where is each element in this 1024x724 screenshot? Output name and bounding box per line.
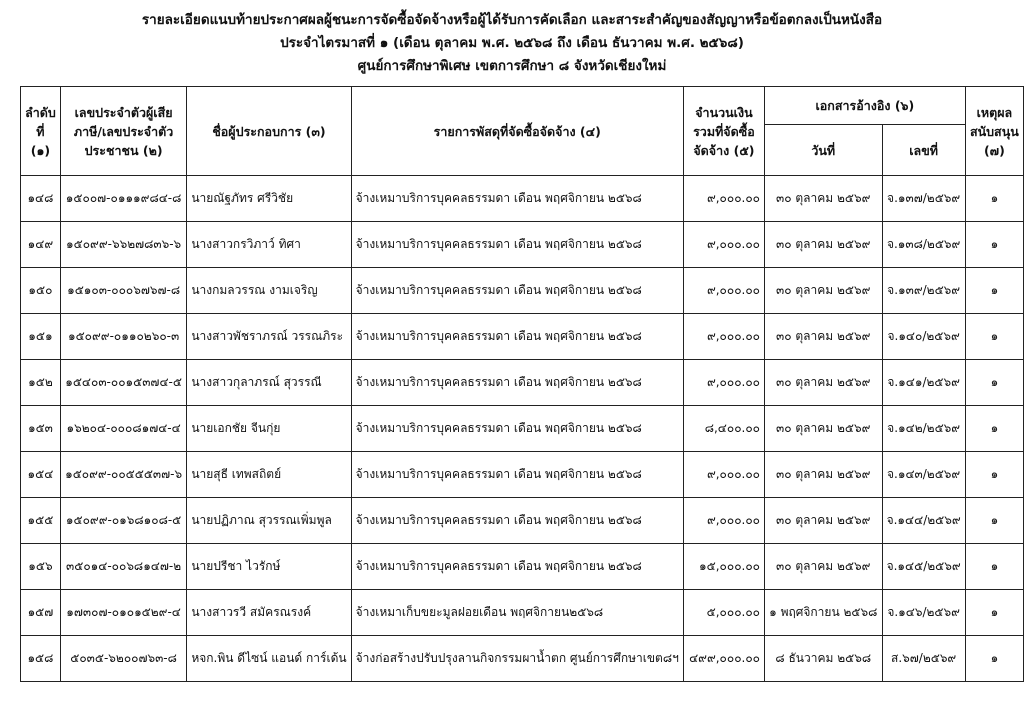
cell-taxid: ๑๕๔๐๓-๐๐๑๕๓๗๔-๕	[60, 360, 186, 406]
cell-amount: ๙,๐๐๐.๐๐	[683, 268, 764, 314]
col-header-item: รายการพัสดุที่จัดซื้อจัดจ้าง (๔)	[351, 87, 683, 176]
cell-reason: ๑	[965, 590, 1023, 636]
cell-item: จ้างเหมาบริการบุคคลธรรมดา เดือน พฤศจิกายน ๒๕๖๘	[351, 314, 683, 360]
cell-amount: ๙,๐๐๐.๐๐	[683, 498, 764, 544]
cell-taxid: ๑๕๐๙๙-๐๐๕๕๕๓๗-๖	[60, 452, 186, 498]
cell-item: จ้างเหมาเก็บขยะมูลฝอยเดือน พฤศจิกายน๒๕๖๘	[351, 590, 683, 636]
cell-reason: ๑	[965, 222, 1023, 268]
cell-amount: ๙,๐๐๐.๐๐	[683, 176, 764, 222]
cell-no: ๑๔๘	[21, 176, 61, 222]
cell-amount: ๙,๐๐๐.๐๐	[683, 222, 764, 268]
cell-no: ๑๕๗	[21, 590, 61, 636]
cell-number: จ.๑๔๑/๒๕๖๙	[882, 360, 965, 406]
cell-date: ๓๐ ตุลาคม ๒๕๖๙	[765, 314, 883, 360]
table-row	[21, 176, 1024, 222]
col-header-vendor: ชื่อผู้ประกอบการ (๓)	[187, 87, 351, 176]
cell-item: จ้างก่อสร้างปรับปรุงลานกิจกรรมผาน้ำตก ศูนย์การศึกษาเขต๘ฯ	[351, 636, 683, 682]
cell-reason: ๑	[965, 314, 1023, 360]
cell-date: ๓๐ ตุลาคม ๒๕๖๙	[765, 452, 883, 498]
cell-date: ๘ ธันวาคม ๒๕๖๘	[765, 636, 883, 682]
cell-vendor: นางสาวกุลาภรณ์ สุวรรณี	[187, 360, 351, 406]
cell-amount: ๔๙๙,๐๐๐.๐๐	[683, 636, 764, 682]
cell-no: ๑๔๙	[21, 222, 61, 268]
cell-no: ๑๕๖	[21, 544, 61, 590]
cell-reason: ๑	[965, 636, 1023, 682]
cell-amount: ๑๕,๐๐๐.๐๐	[683, 544, 764, 590]
cell-amount: ๙,๐๐๐.๐๐	[683, 360, 764, 406]
table-row	[21, 406, 1024, 452]
cell-taxid: ๑๗๓๐๗-๐๑๐๑๕๒๙-๔	[60, 590, 186, 636]
procurement-table	[20, 86, 1024, 682]
cell-number: จ.๑๔๐/๒๕๖๙	[882, 314, 965, 360]
cell-vendor: นายณัฐภัทร ศรีวิชัย	[187, 176, 351, 222]
cell-number: จ.๑๔๔/๒๕๖๙	[882, 498, 965, 544]
col-header-taxid: เลขประจำตัวผู้เสียภาษี/เลขประจำตัวประชาชน (๒)	[60, 87, 186, 176]
cell-taxid: ๑๕๐๙๙-๖๖๒๗๘๓๖-๖	[60, 222, 186, 268]
cell-number: จ.๑๓๙/๒๕๖๙	[882, 268, 965, 314]
cell-date: ๓๐ ตุลาคม ๒๕๖๙	[765, 176, 883, 222]
cell-item: จ้างเหมาบริการบุคคลธรรมดา เดือน พฤศจิกายน ๒๕๖๘	[351, 360, 683, 406]
cell-no: ๑๕๒	[21, 360, 61, 406]
cell-item: จ้างเหมาบริการบุคคลธรรมดา เดือน พฤศจิกายน ๒๕๖๘	[351, 222, 683, 268]
cell-taxid: ๑๕๐๐๗-๐๑๑๑๙๘๔-๘	[60, 176, 186, 222]
cell-taxid: ๕๐๓๕-๖๒๐๐๗๖๓-๘	[60, 636, 186, 682]
cell-number: จ.๑๔๒/๒๕๖๙	[882, 406, 965, 452]
cell-vendor: หจก.พิน ดีไซน์ แอนด์ การ์เด้น	[187, 636, 351, 682]
cell-item: จ้างเหมาบริการบุคคลธรรมดา เดือน พฤศจิกายน ๒๕๖๘	[351, 406, 683, 452]
cell-number: จ.๑๔๖/๒๕๖๙	[882, 590, 965, 636]
cell-vendor: นางกมลวรรณ งามเจริญ	[187, 268, 351, 314]
cell-no: ๑๕๘	[21, 636, 61, 682]
cell-amount: ๙,๐๐๐.๐๐	[683, 314, 764, 360]
table-row	[21, 268, 1024, 314]
cell-number: จ.๑๓๗/๒๕๖๙	[882, 176, 965, 222]
cell-no: ๑๕๔	[21, 452, 61, 498]
cell-item: จ้างเหมาบริการบุคคลธรรมดา เดือน พฤศจิกายน ๒๕๖๘	[351, 498, 683, 544]
cell-date: ๓๐ ตุลาคม ๒๕๖๙	[765, 268, 883, 314]
cell-no: ๑๕๕	[21, 498, 61, 544]
document-title: รายละเอียดแนบท้ายประกาศผลผู้ชนะการจัดซื้อจัดจ้างหรือผู้ได้รับการคัดเลือก และสาระสำคัญของสัญญาหรือข้อตกลงเป็นหนังสือ	[141, 12, 883, 28]
cell-date: ๑ พฤศจิกายน ๒๕๖๘	[765, 590, 883, 636]
cell-reason: ๑	[965, 498, 1023, 544]
table-row	[21, 222, 1024, 268]
cell-reason: ๑	[965, 360, 1023, 406]
cell-vendor: นายปรีชา ไวรักษ์	[187, 544, 351, 590]
cell-item: จ้างเหมาบริการบุคคลธรรมดา เดือน พฤศจิกายน ๒๕๖๘	[351, 268, 683, 314]
cell-no: ๑๕๓	[21, 406, 61, 452]
col-header-ref: เอกสารอ้างอิง (๖)	[765, 87, 966, 125]
cell-reason: ๑	[965, 176, 1023, 222]
cell-taxid: ๑๕๐๙๙-๐๑๖๘๑๐๘-๕	[60, 498, 186, 544]
cell-item: จ้างเหมาบริการบุคคลธรรมดา เดือน พฤศจิกายน ๒๕๖๘	[351, 452, 683, 498]
cell-no: ๑๕๐	[21, 268, 61, 314]
cell-reason: ๑	[965, 544, 1023, 590]
cell-date: ๓๐ ตุลาคม ๒๕๖๙	[765, 498, 883, 544]
cell-number: จ.๑๓๘/๒๕๖๙	[882, 222, 965, 268]
cell-no: ๑๕๑	[21, 314, 61, 360]
cell-taxid: ๑๕๑๐๓-๐๐๐๖๗๖๗-๘	[60, 268, 186, 314]
cell-item: จ้างเหมาบริการบุคคลธรรมดา เดือน พฤศจิกายน ๒๕๖๘	[351, 176, 683, 222]
cell-item: จ้างเหมาบริการบุคคลธรรมดา เดือน พฤศจิกายน ๒๕๖๘	[351, 544, 683, 590]
cell-date: ๓๐ ตุลาคม ๒๕๖๙	[765, 406, 883, 452]
col-header-reason: เหตุผลสนับสนุน (๗)	[965, 87, 1023, 176]
cell-vendor: นายปฏิภาณ สุวรรณเพิ่มพูล	[187, 498, 351, 544]
col-header-no: ลำดับที่ (๑)	[21, 87, 61, 176]
cell-reason: ๑	[965, 452, 1023, 498]
col-header-number: เลขที่	[882, 125, 965, 176]
table-row	[21, 590, 1024, 636]
cell-taxid: ๓๕๐๑๔-๐๐๖๘๑๔๗-๒	[60, 544, 186, 590]
cell-taxid: ๑๖๒๐๔-๐๐๐๘๑๗๔-๔	[60, 406, 186, 452]
agency-subtitle: ศูนย์การศึกษาพิเศษ เขตการศึกษา ๘ จังหวัดเชียงใหม่	[357, 58, 667, 74]
cell-number: ส.๖๗/๒๕๖๙	[882, 636, 965, 682]
cell-date: ๓๐ ตุลาคม ๒๕๖๙	[765, 360, 883, 406]
cell-amount: ๘,๔๐๐.๐๐	[683, 406, 764, 452]
table-body	[21, 176, 1024, 682]
cell-vendor: นายเอกชัย จีนกุ่ย	[187, 406, 351, 452]
cell-reason: ๑	[965, 268, 1023, 314]
table-row	[21, 314, 1024, 360]
cell-amount: ๕,๐๐๐.๐๐	[683, 590, 764, 636]
cell-taxid: ๑๕๐๙๙-๐๑๑๐๒๖๐-๓	[60, 314, 186, 360]
cell-vendor: นางสาวพัชราภรณ์ วรรณภิระ	[187, 314, 351, 360]
cell-vendor: นางสาวรวี สมัครณรงค์	[187, 590, 351, 636]
table-row	[21, 544, 1024, 590]
col-header-amount: จำนวนเงินรวมที่จัดซื้อจัดจ้าง (๕)	[683, 87, 764, 176]
table-row	[21, 360, 1024, 406]
cell-date: ๓๐ ตุลาคม ๒๕๖๙	[765, 222, 883, 268]
cell-amount: ๙,๐๐๐.๐๐	[683, 452, 764, 498]
cell-number: จ.๑๔๕/๒๕๖๙	[882, 544, 965, 590]
cell-number: จ.๑๔๓/๒๕๖๙	[882, 452, 965, 498]
cell-date: ๓๐ ตุลาคม ๒๕๖๙	[765, 544, 883, 590]
table-row	[21, 636, 1024, 682]
table-row	[21, 452, 1024, 498]
cell-reason: ๑	[965, 406, 1023, 452]
cell-vendor: นายสุธี เทพสถิตย์	[187, 452, 351, 498]
quarter-subtitle: ประจำไตรมาสที่ ๑ (เดือน ตุลาคม พ.ศ. ๒๕๖๘ ถึง เดือน ธันวาคม พ.ศ. ๒๕๖๘)	[280, 35, 744, 51]
col-header-date: วันที่	[765, 125, 883, 176]
cell-vendor: นางสาวกรวิภาว์ ทิศา	[187, 222, 351, 268]
table-row	[21, 498, 1024, 544]
